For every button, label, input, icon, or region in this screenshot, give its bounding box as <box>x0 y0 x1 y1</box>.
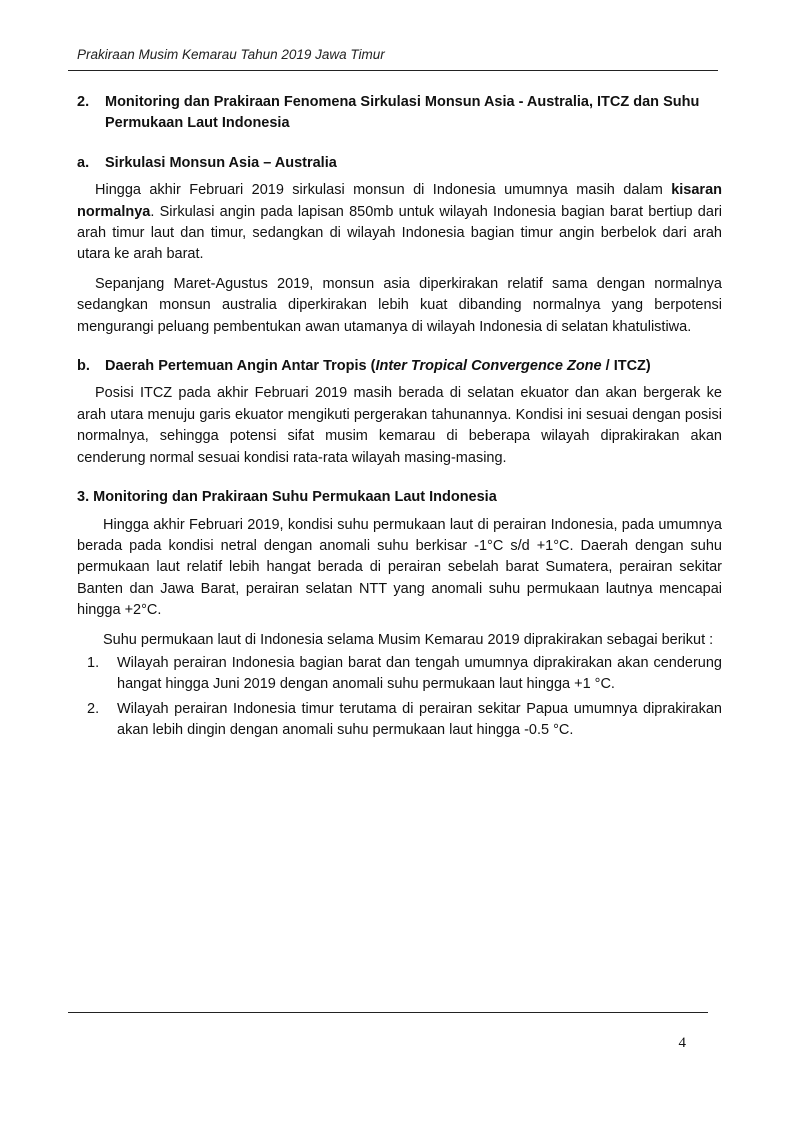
subsection-a-letter: a. <box>77 154 90 171</box>
header-divider <box>68 70 718 71</box>
section-2-heading <box>77 92 722 135</box>
section-3-paragraph-1: Hingga akhir Februari 2019, kondisi suhu permukaan laut di perairan Indonesia, pada umumnya berada pada kondisi netral dengan anomali suhu berkisar -1°C s/d +1°C. Daerah dengan suhu permukaan laut relatif lebih hangat berada di perairan sebelah barat Sumatera, perairan sekitar Banten dan Jawa Barat, perairan selatan NTT yang anomali suhu permukaan lautnya mencapai hingga +2°C. <box>77 516 722 619</box>
subsection-a-heading <box>77 153 722 174</box>
subsection-a-title: Sirkulasi Monsun Asia – Australia <box>105 154 337 171</box>
list-item-text: Wilayah perairan Indonesia timur terutama di perairan sekitar Papua umumnya diprakirakan akan lebih dingin dengan anomali suhu permukaan laut hingga -0.5 °C. <box>117 700 722 739</box>
list-item <box>77 699 722 742</box>
page-body <box>77 92 722 745</box>
section-3-heading: 3. Monitoring dan Prakiraan Suhu Permukaan Laut Indonesia <box>77 489 497 506</box>
page-number: 4 <box>678 1035 686 1051</box>
list-item-number: 2. <box>87 700 100 717</box>
title-part: Daerah Pertemuan Angin Antar Tropis ( <box>105 358 376 375</box>
section-3-paragraph-2: Suhu permukaan laut di Indonesia selama Musim Kemarau 2019 diprakirakan sebagai berikut : <box>103 631 714 648</box>
footer-divider <box>68 1012 708 1013</box>
list-item <box>77 653 722 696</box>
list-item-number: 1. <box>87 654 100 671</box>
title-italic-part: Inter Tropical Convergence Zone <box>375 358 602 375</box>
bold-phrase: kisaran normalnya <box>77 182 722 220</box>
section-2-title: Monitoring dan Prakiraan Fenomena Sirkulasi Monsun Asia - Australia, ITCZ dan Suhu Permukaan Laut Indonesia <box>105 94 700 132</box>
subsection-b-letter: b. <box>77 358 90 375</box>
subsection-b-heading <box>77 356 722 377</box>
forecast-list <box>77 653 722 742</box>
subsection-b-title <box>105 356 651 377</box>
subsection-a-paragraph-2: Sepanjang Maret-Agustus 2019, monsun asia diperkirakan relatif sama dengan normalnya sedangkan monsun australia diperkirakan lebih kuat dibanding normalnya yang berpotensi mengurangi peluang pembentukan awan utamanya di wilayah Indonesia di selatan khatulistiwa. <box>77 275 722 335</box>
subsection-b-paragraph-1: Posisi ITCZ pada akhir Februari 2019 masih berada di selatan ekuator dan akan bergerak ke arah utara menuju garis ekuator mengikuti pergerakan tahunannya. Kondisi ini sesuai dengan posisi normalnya, sehingga potensi sifat musim kemarau di beberapa wilayah diprakirakan akan cenderung normal sesuai kondisi rata-rata wilayah masing-masing. <box>77 385 722 466</box>
paragraph-text: . Sirkulasi angin pada lapisan 850mb untuk wilayah Indonesia bagian barat bertiup dari arah timur laut dan timur, sedangkan di wilayah Indonesia bagian timur angin berbelok dari arah utara ke arah barat. <box>77 203 722 263</box>
running-header: Prakiraan Musim Kemarau Tahun 2019 Jawa Timur <box>77 47 385 62</box>
list-item-text: Wilayah perairan Indonesia bagian barat dan tengah umumnya diprakirakan akan cenderung hangat hingga Juni 2019 dengan anomali suhu permukaan laut hingga +1 °C. <box>117 654 722 693</box>
title-part: / ITCZ) <box>601 358 651 375</box>
section-2-number: 2. <box>77 94 90 110</box>
paragraph-text: Hingga akhir Februari 2019 sirkulasi monsun di Indonesia umumnya masih dalam <box>95 182 672 199</box>
subsection-a-paragraph-1 <box>77 180 722 266</box>
